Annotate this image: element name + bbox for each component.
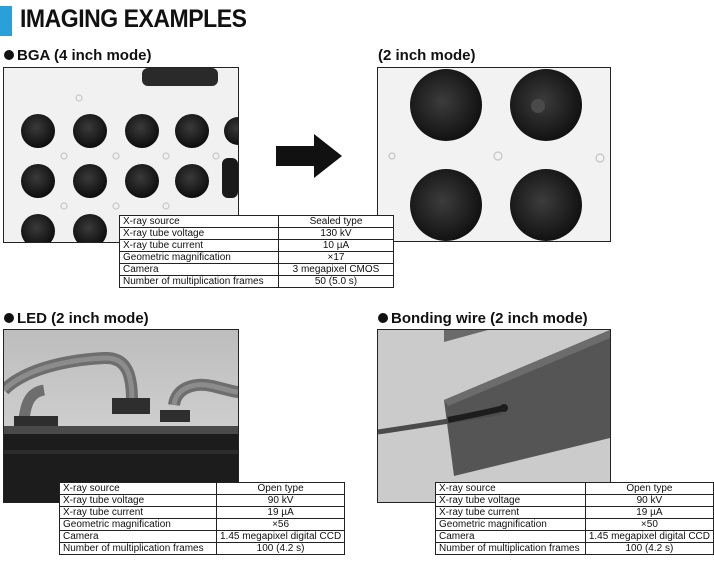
table-row xyxy=(120,276,394,288)
right-arrow-icon xyxy=(276,134,344,178)
table-row xyxy=(436,507,714,519)
spec-value: 90 kV xyxy=(585,495,713,507)
spec-value: 90 kV xyxy=(217,495,345,507)
table-row xyxy=(436,519,714,531)
table-row xyxy=(60,543,345,555)
title-accent-bar xyxy=(0,6,12,36)
bullet-icon xyxy=(4,313,14,323)
table-row xyxy=(120,228,394,240)
spec-value: 130 kV xyxy=(279,228,394,240)
spec-value: 50 (5.0 s) xyxy=(279,276,394,288)
spec-value: 1.45 megapixel digital CCD xyxy=(585,531,713,543)
spec-value: 100 (4.2 s) xyxy=(217,543,345,555)
spec-value: ×56 xyxy=(217,519,345,531)
led-heading xyxy=(4,310,149,328)
bonding-spec-table xyxy=(435,482,714,555)
spec-label: X-ray source xyxy=(120,216,279,228)
spec-label: X-ray tube current xyxy=(60,507,217,519)
bullet-icon xyxy=(4,50,14,60)
table-row xyxy=(60,495,345,507)
table-row xyxy=(60,483,345,495)
spec-label: Camera xyxy=(120,264,279,276)
spec-value: 3 megapixel CMOS xyxy=(279,264,394,276)
led-xray-image xyxy=(3,329,239,503)
spec-label: Geometric magnification xyxy=(436,519,586,531)
table-row xyxy=(120,252,394,264)
table-row xyxy=(436,495,714,507)
spec-label: Number of multiplication frames xyxy=(120,276,279,288)
bga-2inch-xray-image xyxy=(377,67,611,242)
spec-label: X-ray tube current xyxy=(120,240,279,252)
spec-value: 10 µA xyxy=(279,240,394,252)
spec-label: X-ray tube voltage xyxy=(436,495,586,507)
page-title: IMAGING EXAMPLES xyxy=(20,5,247,33)
spec-value: Open type xyxy=(217,483,345,495)
led-heading-text: LED (2 inch mode) xyxy=(17,310,149,327)
spec-value: ×17 xyxy=(279,252,394,264)
spec-label: Number of multiplication frames xyxy=(436,543,586,555)
bonding-heading xyxy=(378,310,588,328)
table-row xyxy=(120,240,394,252)
table-row xyxy=(60,507,345,519)
table-row xyxy=(60,531,345,543)
bga-4inch-heading xyxy=(4,47,151,65)
spec-label: Camera xyxy=(60,531,217,543)
led-spec-table xyxy=(59,482,345,555)
bga-2inch-heading: (2 inch mode) xyxy=(378,47,476,64)
spec-label: X-ray source xyxy=(60,483,217,495)
table-row xyxy=(60,519,345,531)
spec-value: Sealed type xyxy=(279,216,394,228)
bga-4inch-heading-text: BGA (4 inch mode) xyxy=(17,47,152,64)
spec-value: 19 µA xyxy=(585,507,713,519)
table-row xyxy=(436,483,714,495)
spec-value: 19 µA xyxy=(217,507,345,519)
spec-label: X-ray tube current xyxy=(436,507,586,519)
bga-spec-table xyxy=(119,215,394,288)
spec-label: Geometric magnification xyxy=(120,252,279,264)
table-row xyxy=(436,531,714,543)
spec-label: Camera xyxy=(436,531,586,543)
spec-value: 100 (4.2 s) xyxy=(585,543,713,555)
spec-label: Geometric magnification xyxy=(60,519,217,531)
bonding-heading-text: Bonding wire (2 inch mode) xyxy=(391,310,588,327)
table-row xyxy=(120,264,394,276)
spec-label: Number of multiplication frames xyxy=(60,543,217,555)
spec-value: Open type xyxy=(585,483,713,495)
spec-value: ×50 xyxy=(585,519,713,531)
spec-label: X-ray tube voltage xyxy=(120,228,279,240)
bonding-wire-xray-image xyxy=(377,329,611,503)
bonding-wire-xray-graphic xyxy=(378,330,610,502)
bga-2inch-xray-graphic xyxy=(378,68,610,241)
led-xray-graphic xyxy=(4,330,238,502)
spec-value: 1.45 megapixel digital CCD xyxy=(217,531,345,543)
table-row xyxy=(436,543,714,555)
table-row xyxy=(120,216,394,228)
spec-label: X-ray source xyxy=(436,483,586,495)
bullet-icon xyxy=(378,313,388,323)
spec-label: X-ray tube voltage xyxy=(60,495,217,507)
